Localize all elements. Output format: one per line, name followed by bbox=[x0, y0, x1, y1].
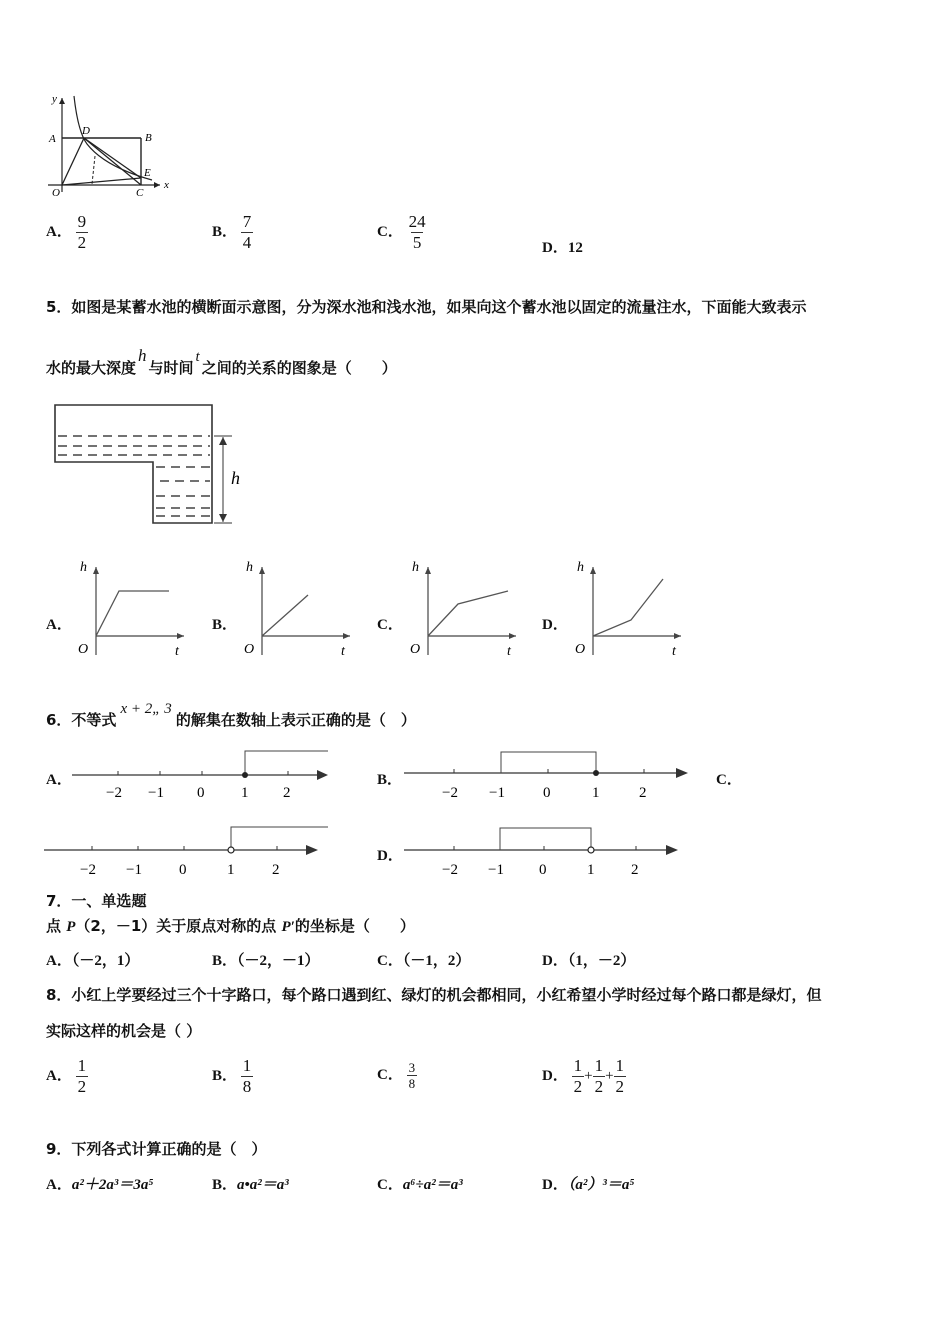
q7-option-c[interactable]: C．（－1，2） bbox=[377, 953, 471, 969]
q5-graph-d-o: O bbox=[575, 642, 586, 657]
q6-option-b-label[interactable]: B． bbox=[377, 772, 403, 788]
q4-option-a[interactable]: A． $\frac{9}{2}$ bbox=[46, 212, 87, 252]
q6-c-tick-m1: −1 bbox=[126, 862, 142, 878]
q5-var-t: t bbox=[195, 349, 200, 365]
q5-graph-a-h: h bbox=[80, 560, 87, 575]
q5-option-a-label[interactable]: A． bbox=[46, 617, 72, 633]
q6-a-tick-m1: −1 bbox=[148, 785, 164, 801]
q5-graph-c bbox=[404, 557, 524, 659]
q4-label-A: A bbox=[49, 133, 56, 145]
q6-a-tick-2: 2 bbox=[283, 785, 291, 801]
q5-graph-d-h: h bbox=[577, 560, 584, 575]
q5-graph-d bbox=[569, 557, 689, 659]
q4-label-C: C bbox=[136, 187, 144, 199]
q5-stem-line1: 5．如图是某蓄水池的横断面示意图，分为深水池和浅水池，如果向这个蓄水池以固定的流量注水，下面能大致表示 bbox=[46, 298, 807, 316]
q6-stem: 6．不等式x + 2„ 3的解集在数轴上表示正确的是（ ） bbox=[46, 701, 416, 729]
q6-c-tick-m2: −2 bbox=[80, 862, 96, 878]
q6-b-tick-m2: −2 bbox=[442, 785, 458, 801]
q8-stem-line1: 8．小红上学要经过三个十字路口，每个路口遇到红、绿灯的机会都相同，小红希望小学时经过每个路口都是绿灯，但 bbox=[46, 986, 822, 1004]
q7-title: 7．一、单选题 bbox=[46, 892, 147, 910]
q6-a-tick-1: 1 bbox=[241, 785, 249, 801]
q5-option-b-label[interactable]: B． bbox=[212, 617, 238, 633]
q6-d-tick-1: 1 bbox=[587, 862, 595, 878]
q9-option-a[interactable]: A．a²＋2a³＝3a⁵ bbox=[46, 1177, 154, 1193]
q6-b-tick-1: 1 bbox=[592, 785, 600, 801]
q8-option-b[interactable]: B． $\frac{1}{8}$ bbox=[212, 1056, 252, 1096]
q9-option-b[interactable]: B．a•a²＝a³ bbox=[212, 1177, 289, 1193]
q4-label-O: O bbox=[52, 187, 60, 199]
q5-graph-b-o: O bbox=[244, 642, 255, 657]
q4-label-y: y bbox=[52, 93, 57, 105]
q6-d-tick-m2: −2 bbox=[442, 862, 458, 878]
q4-option-b-frac: $\frac{7}{4}$ bbox=[242, 212, 252, 252]
q5-option-c-label[interactable]: C． bbox=[377, 617, 403, 633]
q4-option-d[interactable]: D．12 bbox=[542, 240, 583, 256]
q4-option-c-frac: $\frac{24}{5}$ bbox=[408, 212, 426, 252]
q6-d-tick-0: 0 bbox=[539, 862, 547, 878]
q5-pool-diagram bbox=[50, 400, 260, 530]
q8-option-d-frac-1: $\frac{1}{2}$ bbox=[573, 1056, 583, 1096]
q6-b-tick-m1: −1 bbox=[489, 785, 505, 801]
q6-numberline-d bbox=[404, 822, 694, 880]
q6-a-tick-0: 0 bbox=[197, 785, 205, 801]
q7-option-b[interactable]: B．（－2，－1） bbox=[212, 953, 320, 969]
q5-graph-a-t: t bbox=[175, 644, 179, 659]
q8-option-b-frac: $\frac{1}{8}$ bbox=[242, 1056, 252, 1096]
q9-title: 9．下列各式计算正确的是（ ） bbox=[46, 1140, 267, 1158]
q6-numberline-c bbox=[44, 822, 334, 880]
q6-a-tick-m2: −2 bbox=[106, 785, 122, 801]
q5-var-h: h bbox=[138, 346, 147, 365]
q6-option-a-label[interactable]: A． bbox=[46, 772, 72, 788]
q6-b-tick-0: 0 bbox=[543, 785, 551, 801]
q8-stem-line2: 实际这样的机会是（ ） bbox=[46, 1022, 202, 1040]
q5-graph-b-h: h bbox=[246, 560, 253, 575]
q6-numberline-a bbox=[72, 745, 332, 803]
q4-option-c[interactable]: C． $\frac{24}{5}$ bbox=[377, 212, 426, 252]
q8-option-d-frac-2: $\frac{1}{2}$ bbox=[594, 1056, 604, 1096]
q6-c-tick-1: 1 bbox=[227, 862, 235, 878]
q6-c-tick-2: 2 bbox=[272, 862, 280, 878]
q5-graph-c-o: O bbox=[410, 642, 421, 657]
q6-c-tick-0: 0 bbox=[179, 862, 187, 878]
q4-label-B: B bbox=[145, 132, 152, 144]
q5-graph-b bbox=[238, 557, 358, 659]
q6-b-tick-2: 2 bbox=[639, 785, 647, 801]
q5-option-d-label[interactable]: D． bbox=[542, 617, 568, 633]
q5-graph-a-o: O bbox=[78, 642, 89, 657]
q5-graph-b-t: t bbox=[341, 644, 345, 659]
q8-option-d-frac-3: $\frac{1}{2}$ bbox=[615, 1056, 625, 1096]
q5-graph-a bbox=[72, 557, 192, 659]
q5-pool-label-h: h bbox=[231, 468, 240, 488]
q8-option-a-frac: $\frac{1}{2}$ bbox=[77, 1056, 87, 1096]
q5-graph-c-t: t bbox=[507, 644, 511, 659]
q6-inequality: x + 2„ 3 bbox=[120, 701, 172, 717]
q7-stem: 点 P（2，－1）关于原点对称的点 P′的坐标是（ ） bbox=[46, 917, 415, 935]
q4-option-a-frac: $\frac{9}{2}$ bbox=[77, 212, 87, 252]
q5-stem-line2: 水的最大深度h与时间t之间的关系的图象是（ ） bbox=[46, 346, 397, 377]
q9-option-c[interactable]: C．a⁶÷a²＝a³ bbox=[377, 1177, 463, 1193]
q6-option-c-label[interactable]: C． bbox=[716, 772, 742, 788]
q6-option-d-label[interactable]: D． bbox=[377, 848, 403, 864]
q7-point-p: P bbox=[66, 919, 76, 935]
q5-graph-c-h: h bbox=[412, 560, 419, 575]
q8-option-d[interactable]: D． $\frac{1}{2}$ + $\frac{1}{2}$ + $\frac{1}{2}$ bbox=[542, 1056, 625, 1096]
q6-d-tick-m1: −1 bbox=[488, 862, 504, 878]
q7-point-p-prime: P′ bbox=[281, 919, 295, 935]
q5-graph-d-t: t bbox=[672, 644, 676, 659]
q4-label-D: D bbox=[82, 125, 90, 137]
q8-option-c-frac: $\frac{3}{8}$ bbox=[408, 1060, 416, 1091]
q4-option-b[interactable]: B． $\frac{7}{4}$ bbox=[212, 212, 252, 252]
q6-d-tick-2: 2 bbox=[631, 862, 639, 878]
q9-option-d[interactable]: D．（a²）³＝a⁵ bbox=[542, 1177, 635, 1193]
q4-figure bbox=[40, 92, 180, 200]
q7-option-a[interactable]: A．（－2，1） bbox=[46, 953, 140, 969]
q8-option-a[interactable]: A． $\frac{1}{2}$ bbox=[46, 1056, 87, 1096]
q4-label-E: E bbox=[144, 167, 151, 179]
q8-option-c[interactable]: C． $\frac{3}{8}$ bbox=[377, 1060, 416, 1091]
q4-label-x: x bbox=[164, 179, 169, 191]
q7-option-d[interactable]: D．（1，－2） bbox=[542, 953, 636, 969]
q6-numberline-b bbox=[404, 745, 694, 803]
